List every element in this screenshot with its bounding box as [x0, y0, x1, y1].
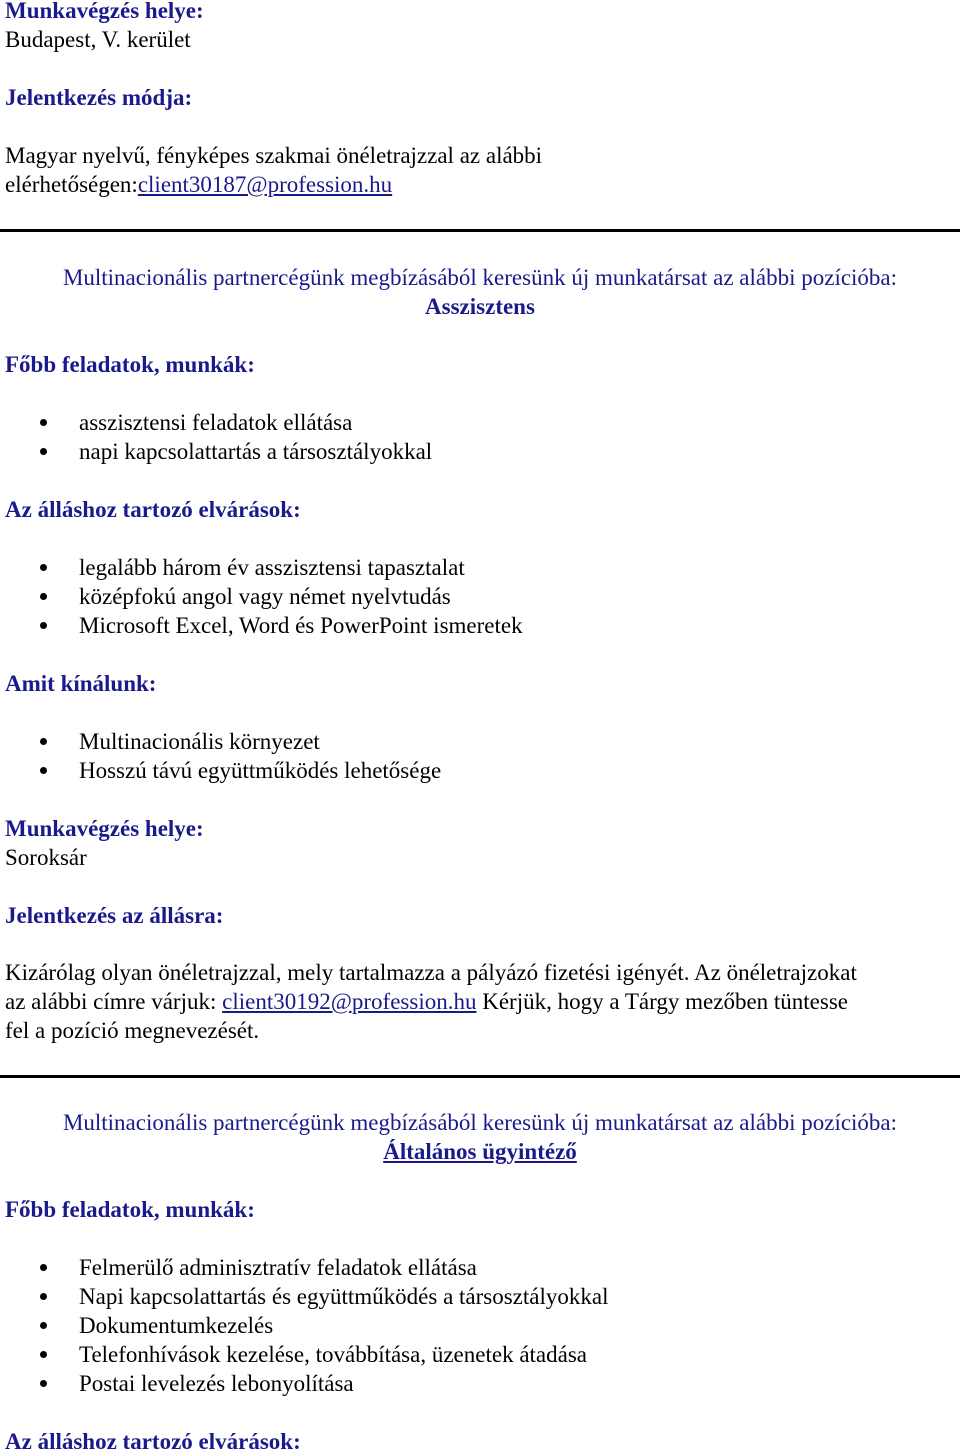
job1-apply-line1: Kizárólag olyan önéletrajzzal, mely tartalmazza a pályázó fizetési igényét. Az önéletrajzokat: [5, 960, 857, 985]
job1-tasks-heading: Főbb feladatok, munkák:: [5, 352, 255, 377]
job1-work-place-heading: Munkavégzés helye:: [5, 816, 204, 841]
job1-offer-bullet: [40, 738, 47, 745]
job2-tasks-heading: Főbb feladatok, munkák:: [5, 1197, 255, 1222]
job2-task-bullet: [40, 1264, 47, 1271]
job2-task-item: Felmerülő adminisztratív feladatok ellátása: [79, 1255, 477, 1280]
job1-task-bullet: [40, 448, 47, 455]
work-place-value: Budapest, V. kerület: [5, 27, 191, 52]
job1-offer-item: Multinacionális környezet: [79, 729, 320, 754]
job2-task-item: Dokumentumkezelés: [79, 1313, 274, 1338]
job2-position-line: [0, 1137, 960, 1166]
work-place-heading: Munkavégzés helye:: [5, 0, 204, 23]
job2-task-bullet: [40, 1293, 47, 1300]
job1-requirement-item: Microsoft Excel, Word és PowerPoint ismeretek: [79, 613, 523, 638]
apply-method-prefix: elérhetőségen:: [5, 172, 138, 197]
divider-2: [0, 1075, 960, 1078]
job1-work-place-value: Soroksár: [5, 845, 87, 870]
job2-task-bullet: [40, 1351, 47, 1358]
job1-task-item: asszisztensi feladatok ellátása: [79, 410, 353, 435]
apply-method-heading: Jelentkezés módja:: [5, 85, 193, 110]
job1-apply-heading: Jelentkezés az állásra:: [5, 903, 224, 928]
job2-task-bullet: [40, 1380, 47, 1387]
divider-1: [0, 229, 960, 232]
job1-task-bullet: [40, 419, 47, 426]
job1-apply-prefix: az alábbi címre várjuk:: [5, 989, 223, 1014]
job1-requirements-heading: Az álláshoz tartozó elvárások:: [5, 497, 301, 522]
apply-method-line2: [5, 170, 392, 199]
job2-requirements-heading: Az álláshoz tartozó elvárások:: [5, 1429, 301, 1454]
job2-position-title: Általános ügyintéző: [383, 1139, 577, 1164]
job1-requirement-bullet: [40, 622, 47, 629]
job2-task-item: Postai levelezés lebonyolítása: [79, 1371, 354, 1396]
job2-task-bullet: [40, 1322, 47, 1329]
job1-intro: Multinacionális partnercégünk megbízásából keresünk új munkatársat az alábbi pozícióba:: [62, 265, 898, 290]
job1-requirement-item: középfokú angol vagy német nyelvtudás: [79, 584, 451, 609]
apply-email-link-2[interactable]: client30192@profession.hu: [222, 989, 477, 1014]
job1-offer-heading: Amit kínálunk:: [5, 671, 157, 696]
job1-apply-line3: fel a pozíció megnevezését.: [5, 1018, 260, 1043]
job1-offer-bullet: [40, 767, 47, 774]
job1-requirement-bullet: [40, 593, 47, 600]
job2-intro: Multinacionális partnercégünk megbízásából keresünk új munkatársat az alábbi pozícióba:: [62, 1110, 898, 1135]
job1-position-title: Asszisztens: [425, 294, 535, 319]
job1-requirement-bullet: [40, 564, 47, 571]
job1-requirement-item: legalább három év asszisztensi tapasztalat: [79, 555, 465, 580]
job1-apply-line2: [5, 987, 848, 1016]
apply-method-line1: Magyar nyelvű, fényképes szakmai önéletrajzzal az alábbi: [5, 143, 543, 168]
job1-offer-item: Hosszú távú együttműködés lehetősége: [79, 758, 442, 783]
job2-task-item: Napi kapcsolattartás és együttműködés a társosztályokkal: [79, 1284, 609, 1309]
job1-position-line: [0, 292, 960, 321]
job1-task-item: napi kapcsolattartás a társosztályokkal: [79, 439, 433, 464]
job2-task-item: Telefonhívások kezelése, továbbítása, üzenetek átadása: [79, 1342, 587, 1367]
apply-email-link-1[interactable]: client30187@profession.hu: [137, 172, 393, 197]
job1-apply-suffix: Kérjük, hogy a Tárgy mezőben tüntesse: [476, 989, 848, 1014]
